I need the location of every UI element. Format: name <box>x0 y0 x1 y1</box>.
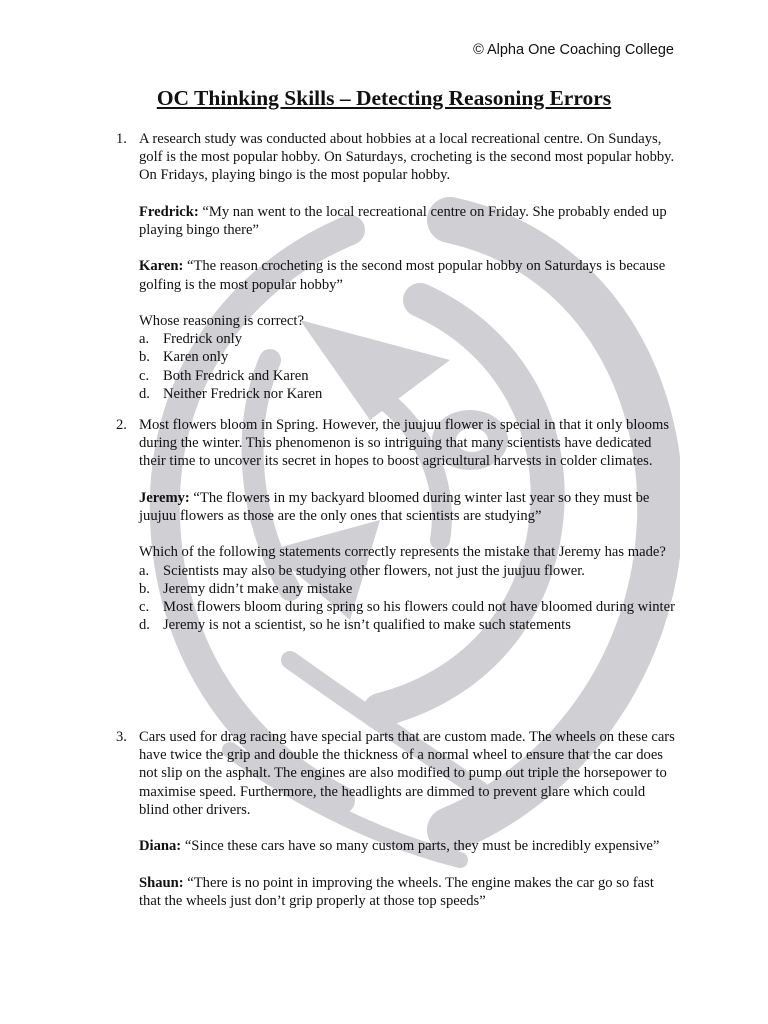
statement-jeremy <box>139 489 676 525</box>
question-passage: Most flowers bloom in Spring. However, the juujuu flower is special in that it only blooms during the winter. This phenomenon is so intriguing that many scientists have dedicated their time to uncover its secret in hopes to boost agricultural harvests in colder climates. <box>139 417 669 470</box>
option-text: Jeremy didn’t make any mistake <box>163 580 353 597</box>
option-a[interactable] <box>116 562 676 580</box>
speaker-name: Fredrick: <box>139 203 199 220</box>
option-letter: d. <box>139 385 150 402</box>
option-d[interactable] <box>116 385 676 403</box>
speaker-name: Diana: <box>139 838 182 855</box>
question-number: 3. <box>116 729 127 745</box>
option-c[interactable] <box>116 367 676 385</box>
statement-text: “The reason crocheting is the second most popular hobby on Saturdays is because golfing is the most popular hobby” <box>139 258 666 293</box>
statement-shaun <box>139 874 676 910</box>
option-letter: d. <box>139 617 150 634</box>
option-letter: b. <box>139 349 150 366</box>
speaker-name: Shaun: <box>139 874 184 891</box>
option-text: Neither Fredrick nor Karen <box>163 385 323 402</box>
question-passage: Cars used for drag racing have special parts that are custom made. The wheels on these cars have twice the grip and double the thickness of a normal wheel to ensure that the car does not slip on the asphalt. The engines are also modified to pump out triple the horsepower to maximise speed. Furthermore, the headlights are dimmed to prevent glare which could blind other drivers. <box>139 729 675 818</box>
statement-text: “My nan went to the local recreational centre on Friday. She probably ended up playing bingo there” <box>139 203 667 238</box>
option-d[interactable] <box>116 616 676 634</box>
option-letter: c. <box>139 367 150 384</box>
statement-diana <box>139 837 676 855</box>
statement-text: “Since these cars have so many custom parts, they must be incredibly expensive” <box>181 838 660 855</box>
option-letter: b. <box>139 580 150 597</box>
question-2 <box>116 416 676 634</box>
option-text: Fredrick only <box>163 331 243 348</box>
statement-fredrick <box>139 203 676 239</box>
option-a[interactable] <box>116 330 676 348</box>
question-1 <box>116 130 676 403</box>
page-title: OC Thinking Skills – Detecting Reasoning Errors <box>156 86 612 110</box>
statement-text: “The flowers in my backyard bloomed during winter last year so they must be juujuu flowers as those are the only ones that scientists are studying” <box>139 489 650 524</box>
question-passage: A research study was conducted about hobbies at a local recreational centre. On Sundays, golf is the most popular hobby. On Saturdays, crocheting is the second most popular hobby. On Fridays, playing bingo is the most popular hobby. <box>139 131 675 184</box>
question-prompt: Whose reasoning is correct? <box>139 312 304 329</box>
answer-options <box>116 562 676 635</box>
answer-options <box>116 330 676 403</box>
option-letter: a. <box>139 562 150 579</box>
option-text: Jeremy is not a scientist, so he isn’t qualified to make such statements <box>163 617 571 634</box>
option-b[interactable] <box>116 348 676 366</box>
statement-text: “There is no point in improving the wheels. The engine makes the car go so fast that the wheels just don’t grip properly at those top speeds” <box>139 874 654 909</box>
question-number: 1. <box>116 131 127 147</box>
question-number: 2. <box>116 417 127 433</box>
question-prompt: Which of the following statements correctly represents the mistake that Jeremy has made? <box>139 544 666 561</box>
question-3 <box>116 728 676 910</box>
option-letter: a. <box>139 331 150 348</box>
option-text: Both Fredrick and Karen <box>163 367 309 384</box>
speaker-name: Jeremy: <box>139 489 190 506</box>
option-letter: c. <box>139 599 150 615</box>
option-c[interactable] <box>116 598 676 616</box>
option-text: Karen only <box>163 349 229 366</box>
option-text: Scientists may also be studying other flowers, not just the juujuu flower. <box>163 562 585 579</box>
statement-karen <box>139 257 676 293</box>
speaker-name: Karen: <box>139 258 184 275</box>
option-b[interactable] <box>116 580 676 598</box>
option-text: Most flowers bloom during spring so his flowers could not have bloomed during winter <box>163 599 675 615</box>
copyright-notice: © Alpha One Coaching College <box>473 42 674 58</box>
